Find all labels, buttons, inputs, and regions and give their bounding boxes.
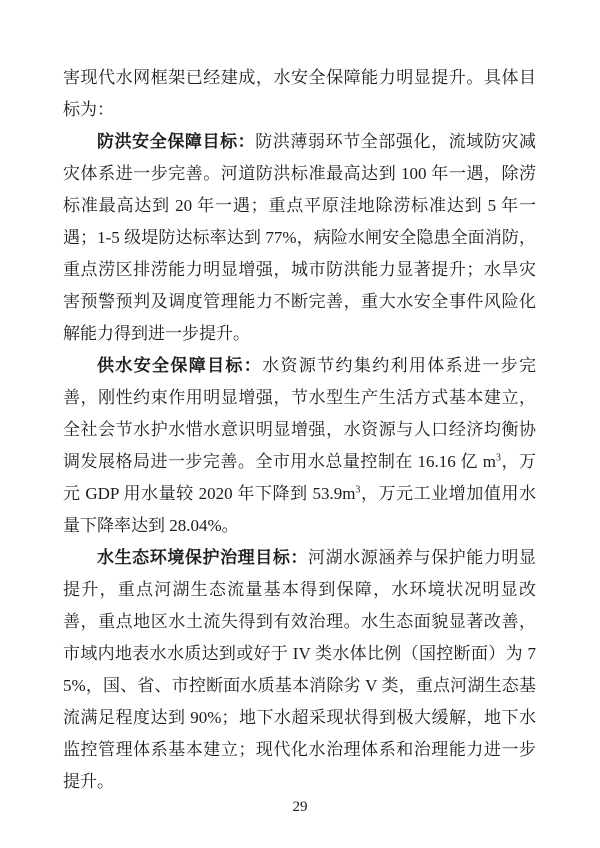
- paragraph-text: ，万元工业增加值用水量下降率达到 28.04%。: [63, 484, 537, 535]
- document-body: [63, 62, 536, 798]
- paragraph: [63, 62, 536, 126]
- paragraph: [63, 350, 536, 542]
- paragraph: [63, 126, 536, 350]
- paragraph-heading: 供水安全保障目标：: [97, 356, 263, 375]
- superscript: 3: [355, 484, 361, 496]
- superscript: 3: [496, 452, 502, 464]
- paragraph-text: 害现代水网框架已经建成，水安全保障能力明显提升。具体目标为：: [63, 68, 536, 119]
- paragraph-text: ，万元 GDP 用水量较 2020 年下降到 53.9m: [63, 452, 536, 503]
- paragraph-text: 防洪薄弱环节全部强化，流域防灾减灾体系进一步完善。河道防洪标准最高达到 100 年一遇，除涝标准最高达到 20 年一遇；重点平原洼地除涝标准达到 5 年一遇；1-5 级堤防达标率达到 77%，病险水闸安全隐患全面消防，重点涝区排涝能力明显增强，城市防洪能力显著提升；水旱灾害预警预判及调度管理能力不断完善，重大水安全事件风险化解能力得到进一步提升。: [63, 132, 536, 343]
- paragraph-heading: 防洪安全保障目标：: [97, 132, 256, 151]
- paragraph-heading: 水生态环境保护治理目标：: [97, 548, 308, 567]
- page-number: 29: [292, 799, 308, 815]
- paragraph: [63, 542, 536, 798]
- page-footer: [0, 799, 600, 816]
- paragraph-text: 水资源节约集约利用体系进一步完善，刚性约束作用明显增强，节水型生产生活方式基本建立，全社会节水护水惜水意识明显增强，水资源与人口经济均衡协调发展格局进一步完善。全市用水总量控制在 16.16 亿 m: [63, 356, 537, 471]
- paragraph-text: 河湖水源涵养与保护能力明显提升，重点河湖生态流量基本得到保障，水环境状况明显改善，重点地区水土流失得到有效治理。水生态面貌显著改善，市域内地表水水质达到或好于 IV 类水体比例（国控断面）为 75%，国、省、市控断面水质基本消除劣 V 类，重点河湖生态基流满足程度达到 90%；地下水超采现状得到极大缓解，地下水监控管理体系基本建立；现代化水治理体系和治理能力进一步提升。: [63, 548, 536, 791]
